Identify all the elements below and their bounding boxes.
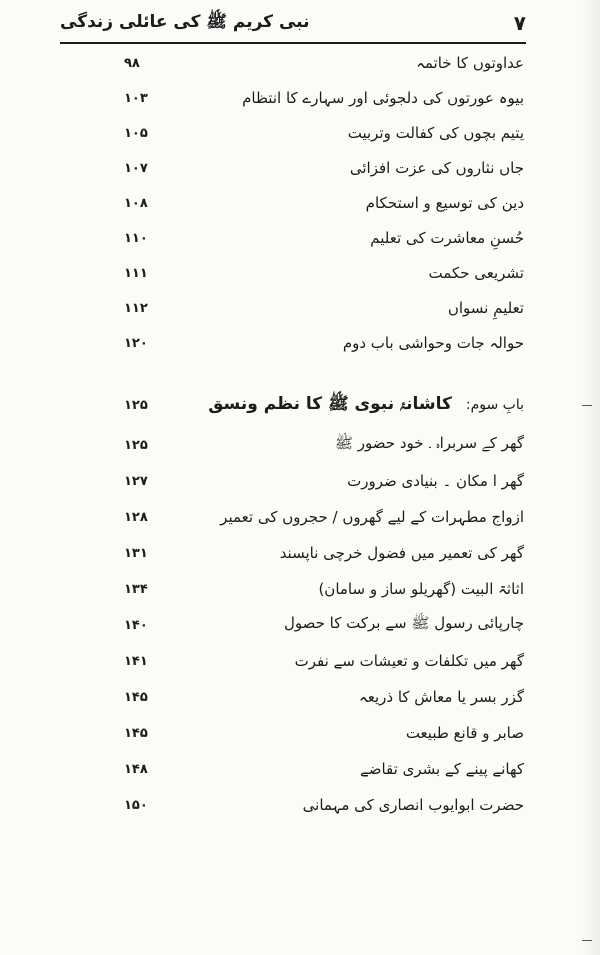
- entry-title: گھر کے سربراہ ۔ خود حضور ﷺ: [334, 434, 524, 452]
- entry-page-number: ۱۴۵: [124, 689, 148, 705]
- chapter-title: کاشانۂ نبوی ﷺ کا نظم ونسق: [208, 393, 452, 414]
- entry-page-number: ۱۴۵: [124, 725, 148, 741]
- toc-entry: [124, 610, 524, 640]
- entry-title: یتیم بچوں کی کفالت وتربیت: [347, 124, 524, 142]
- toc-entry: [124, 118, 524, 148]
- running-title: نبی کریم ﷺ کی عائلی زندگی: [60, 11, 310, 32]
- toc-entry: [124, 466, 524, 496]
- entry-title: گھر میں تکلفات و تعیشات سے نفرت: [294, 652, 524, 670]
- toc-entry: [124, 574, 524, 604]
- entry-title: عداوتوں کا خاتمہ: [416, 54, 524, 72]
- toc-entry: [124, 48, 524, 78]
- toc-entry: [124, 153, 524, 183]
- entry-page-number: ۱۵۰: [124, 797, 148, 813]
- chapter-title-line: [208, 393, 524, 418]
- page-number: ۷: [513, 11, 526, 35]
- entry-page-number: ۱۰۳: [124, 90, 148, 106]
- entry-page-number: ۱۲۷: [124, 473, 148, 489]
- entry-page-number: ۱۰۷: [124, 160, 148, 176]
- toc-entry: [124, 83, 524, 113]
- entry-title: حوالہ جات وحواشی باب دوم: [342, 334, 524, 352]
- entry-page-number: ۱۰۸: [124, 195, 148, 211]
- entry-title: اثاثۃ البیت (گھریلو ساز و سامان): [318, 580, 524, 598]
- entry-page-number: ۱۴۰: [124, 617, 148, 633]
- toc-entry: [124, 328, 524, 358]
- entry-page-number: ۱۰۵: [124, 125, 148, 141]
- entry-title: بیوہ عورتوں کی دلجوئی اور سہارے کا انتظام: [242, 89, 524, 107]
- entry-title: جاں نثاروں کی عزت افزائی: [349, 159, 524, 177]
- entry-title: گھر ا مکان ۔ بنیادی ضرورت: [347, 472, 524, 490]
- entry-page-number: ۱۴۱: [124, 653, 148, 669]
- entry-page-number: ۱۳۱: [124, 545, 148, 561]
- entry-title: گھر کی تعمیر میں فضول خرچی ناپسند: [279, 544, 524, 562]
- toc-entry: [124, 502, 524, 532]
- margin-tick: [582, 940, 592, 941]
- entry-title: تعلیمِ نسواں: [447, 299, 524, 317]
- entry-page-number: ۱۲۰: [124, 335, 148, 351]
- margin-tick: [582, 405, 592, 406]
- page-edge-shadow: [582, 0, 600, 955]
- toc-entry: [124, 538, 524, 568]
- chapter-heading: [124, 390, 524, 420]
- toc-entry: [124, 430, 524, 460]
- toc-entry: [124, 258, 524, 288]
- entry-page-number: ۹۸: [124, 55, 140, 71]
- entry-page-number: ۱۴۸: [124, 761, 148, 777]
- toc-entry: [124, 718, 524, 748]
- entry-page-number: ۱۲۵: [124, 437, 148, 453]
- chapter-page-number: ۱۲۵: [124, 397, 148, 413]
- entry-title: حُسنِ معاشرت کی تعلیم: [370, 229, 524, 247]
- toc-entry: [124, 682, 524, 712]
- entry-title: چارپائی رسول ﷺ سے برکت کا حصول: [283, 614, 524, 632]
- page-header: [60, 6, 526, 40]
- toc-entry: [124, 790, 524, 820]
- entry-page-number: ۱۳۴: [124, 581, 148, 597]
- entry-title: دین کی توسیع و استحکام: [365, 194, 524, 212]
- toc-entry: [124, 293, 524, 323]
- entry-title: کھانے پینے کے بشری تقاضے: [359, 760, 524, 778]
- entry-title: حضرت ابوایوب انصاری کی مہمانی: [302, 796, 524, 814]
- entry-title: صابر و قانع طبیعت: [405, 724, 524, 742]
- chapter-label: بابِ سوم:: [465, 396, 524, 413]
- entry-page-number: ۱۱۱: [124, 265, 148, 281]
- toc-entry: [124, 223, 524, 253]
- entry-page-number: ۱۱۲: [124, 300, 148, 316]
- header-rule: [60, 42, 526, 44]
- toc-entry: [124, 188, 524, 218]
- entry-title: ازواج مطہرات کے لیے گھروں / حجروں کی تعمیر: [220, 508, 524, 526]
- entry-title: تشریعی حکمت: [428, 264, 524, 282]
- entry-title: گزر بسر یا معاش کا ذریعہ: [358, 688, 524, 706]
- toc-entry: [124, 646, 524, 676]
- entry-page-number: ۱۱۰: [124, 230, 148, 246]
- toc-entry: [124, 754, 524, 784]
- entry-page-number: ۱۲۸: [124, 509, 148, 525]
